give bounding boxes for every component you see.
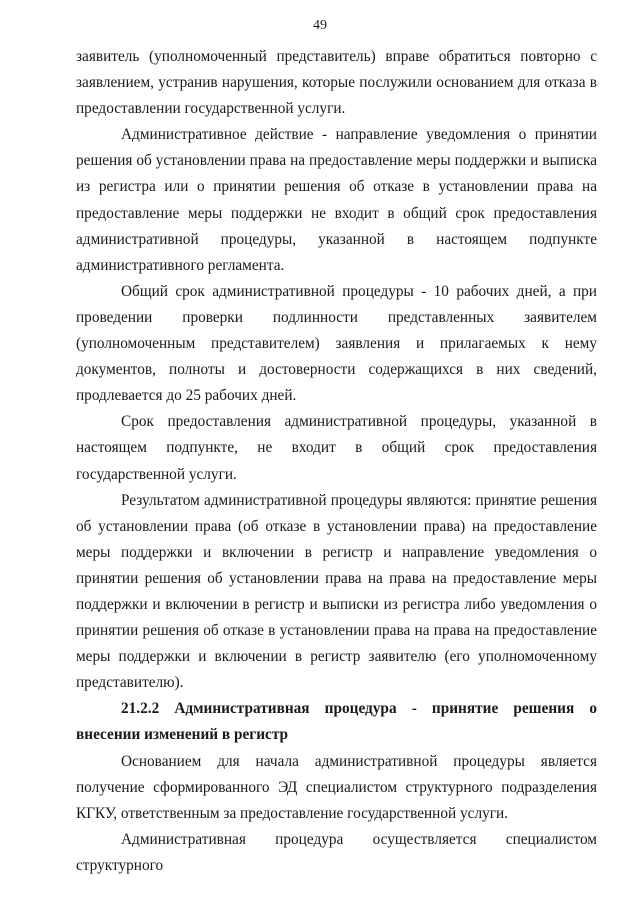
paragraph-procedure-executor: Административная процедура осуществляется специалистом структурного: [76, 830, 597, 874]
paragraph-procedure-term: Общий срок административной процедуры - 10 рабочих дней, а при проведении проверки подлинности представленных заявителем (уполномоченным представителем) заявления и прилагаемых к нему документов, полноты и достоверности содержащихся в них сведений, продлевается до 25 рабочих дней.: [76, 282, 597, 405]
paragraph-continuation: заявитель (уполномоченный представитель) вправе обратиться повторно с заявлением, устранив нарушения, которые послужили основанием для отказа в предоставлении государственной услуги.: [76, 48, 597, 118]
page-number: 49: [313, 18, 327, 33]
section-heading-21-2-2: 21.2.2 Административная процедура - принятие решения о внесении изменений в регистр: [76, 700, 597, 744]
paragraph-procedure-basis: Основанием для начала административной процедуры является получение сформированного ЭД специалистом структурного подразделения КГКУ, ответственным за предоставление государственной услуги.: [76, 752, 597, 822]
page-body: [76, 44, 597, 879]
paragraph-term-exclusion: Срок предоставления административной процедуры, указанной в настоящем подпункте, не входит в общий срок предоставления государственной услуги.: [76, 413, 597, 483]
paragraph-notification-action: Административное действие - направление уведомления о принятии решения об установлении права на предоставление меры поддержки и выписка из регистра или о принятии решения об отказе в установлении права на предоставление меры поддержки не входит в общий срок предоставления административной процедуры, указанной в настоящем подпункте административного регламента.: [76, 126, 597, 274]
paragraph-procedure-result: Результатом административной процедуры являются: принятие решения об установлении права (об отказе в установлении права) на предоставление меры поддержки и включении в регистр и направление уведомления о принятии решения об установлении права на права на предоставление меры поддержки и включении в регистр и выписки из регистра либо уведомления о принятии решения об отказе в установлении права на права на предоставление меры поддержки и включении в регистр заявителю (его уполномоченному представителю).: [76, 491, 597, 692]
